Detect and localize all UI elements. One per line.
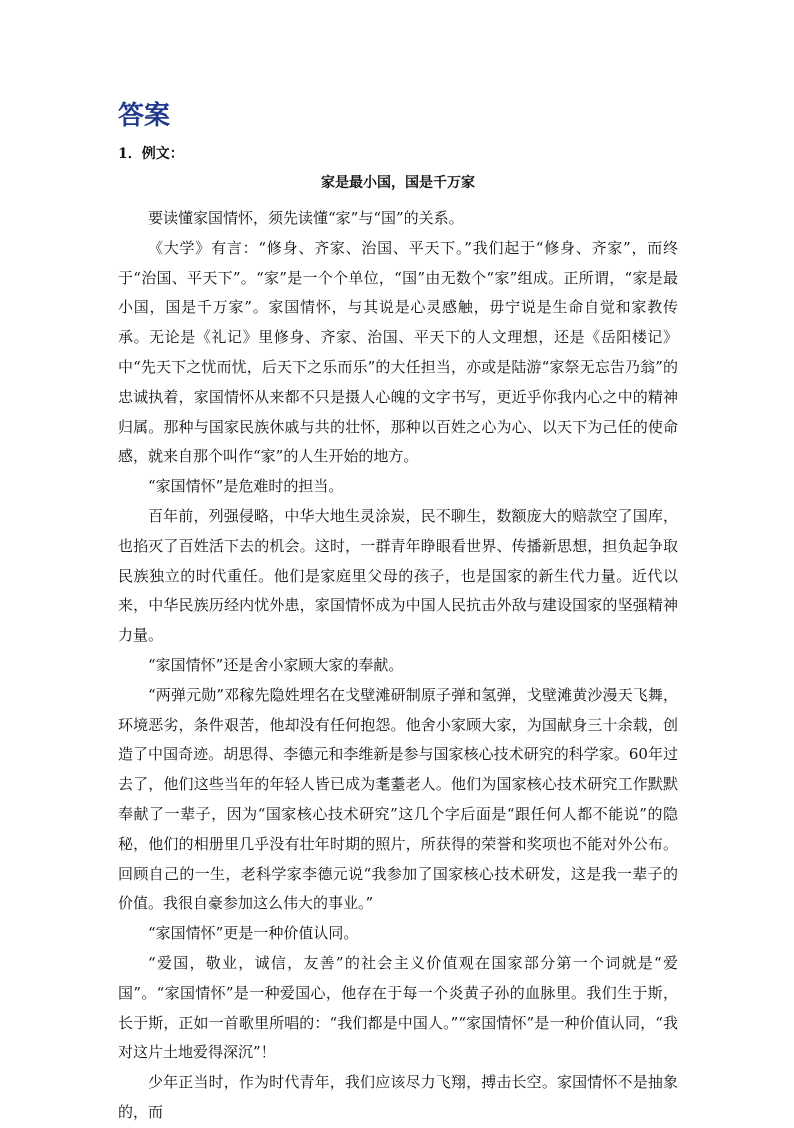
essay-body	[118, 204, 678, 1128]
essay-title: 家是最小国，国是千万家	[321, 175, 475, 191]
essay-paragraph: “爱国，敬业，诚信，友善”的社会主义价值观在国家部分第一个词就是“爱国”。“家国情怀”是一种爱国心，他存在于每一个炎黄子孙的血脉里。我们生于斯，长于斯，正如一首歌里所唱的：“我们都是中国人。”“家国情怀”是一种价值认同，“我对这片土地爱得深沉”！	[118, 953, 678, 1062]
essay-paragraph: 《大学》有言：“修身、齐家、治国、平天下。”我们起于“修身、齐家”，而终于“治国、平天下”。“家”是一个个单位，“国”由无数个“家”组成。正所谓，“家是最小国，国是千万家”。家国情怀，与其说是心灵感触，毋宁说是生命自觉和家教传承。无论是《礼记》里修身、齐家、治国、平天下的人文理想，还是《岳阳楼记》中“先天下之忧而忧，后天下之乐而乐”的大任担当，亦或是陆游“家祭无忘告乃翁”的忠诚执着，家国情怀从来都不只是摄人心魄的文字书写，更近乎你我内心之中的精神归属。那种与国家民族休戚与共的壮怀，那种以百姓之心为心、以天下为己任的使命感，就来自那个叫作“家”的人生开始的地方。	[118, 238, 678, 466]
answer-heading: 答案	[118, 101, 171, 131]
essay-paragraph: 少年正当时，作为时代青年，我们应该尽力飞翔，搏击长空。家国情怀不是抽象的，而	[118, 1073, 678, 1121]
essay-paragraph: 要读懂家国情怀，须先读懂“家”与“国”的关系。	[148, 209, 464, 227]
essay-paragraph: “家国情怀”是危难时的担当。	[148, 477, 344, 496]
essay-paragraph: “家国情怀”更是一种价值认同。	[148, 924, 359, 943]
essay-paragraph: “两弹元勋”邓稼先隐姓埋名在戈壁滩研制原子弹和氢弹，戈壁滩黄沙漫天飞舞，环境恶劣，条件艰苦，他却没有任何抱怨。他舍小家顾大家，为国献身三十余载，创造了中国奇迹。胡思得、李德元和李维新是参与国家核心技术研究的科学家。60年过去了，他们这些当年的年轻人皆已成为耄耋老人。他们为国家核心技术研究工作默默奉献了一辈子，因为“国家核心技术研究”这几个字后面是“跟任何人都不能说”的隐秘，他们的相册里几乎没有壮年时期的照片，所获得的荣誉和奖项也不能对外公布。回顾自己的一生，老科学家李德元说“我参加了国家核心技术研发，这是我一辈子的价值。我很自豪参加这么伟大的事业。”	[118, 685, 678, 913]
essay-paragraph: 百年前，列强侵略，中华大地生灵涂炭，民不聊生，数额庞大的赔款空了国库，也掐灭了百姓活下去的机会。这时，一群青年睁眼看世界、传播新思想，担负起争取民族独立的时代重任。他们是家庭里父母的孩子，也是国家的新生代力量。近代以来，中华民族历经内忧外患，家国情怀成为中国人民抗击外敌与建设国家的坚强精神力量。	[118, 506, 678, 645]
question-number-label: 1．例文：	[118, 146, 184, 162]
essay-paragraph: “家国情怀”还是舍小家顾大家的奉献。	[148, 655, 404, 674]
